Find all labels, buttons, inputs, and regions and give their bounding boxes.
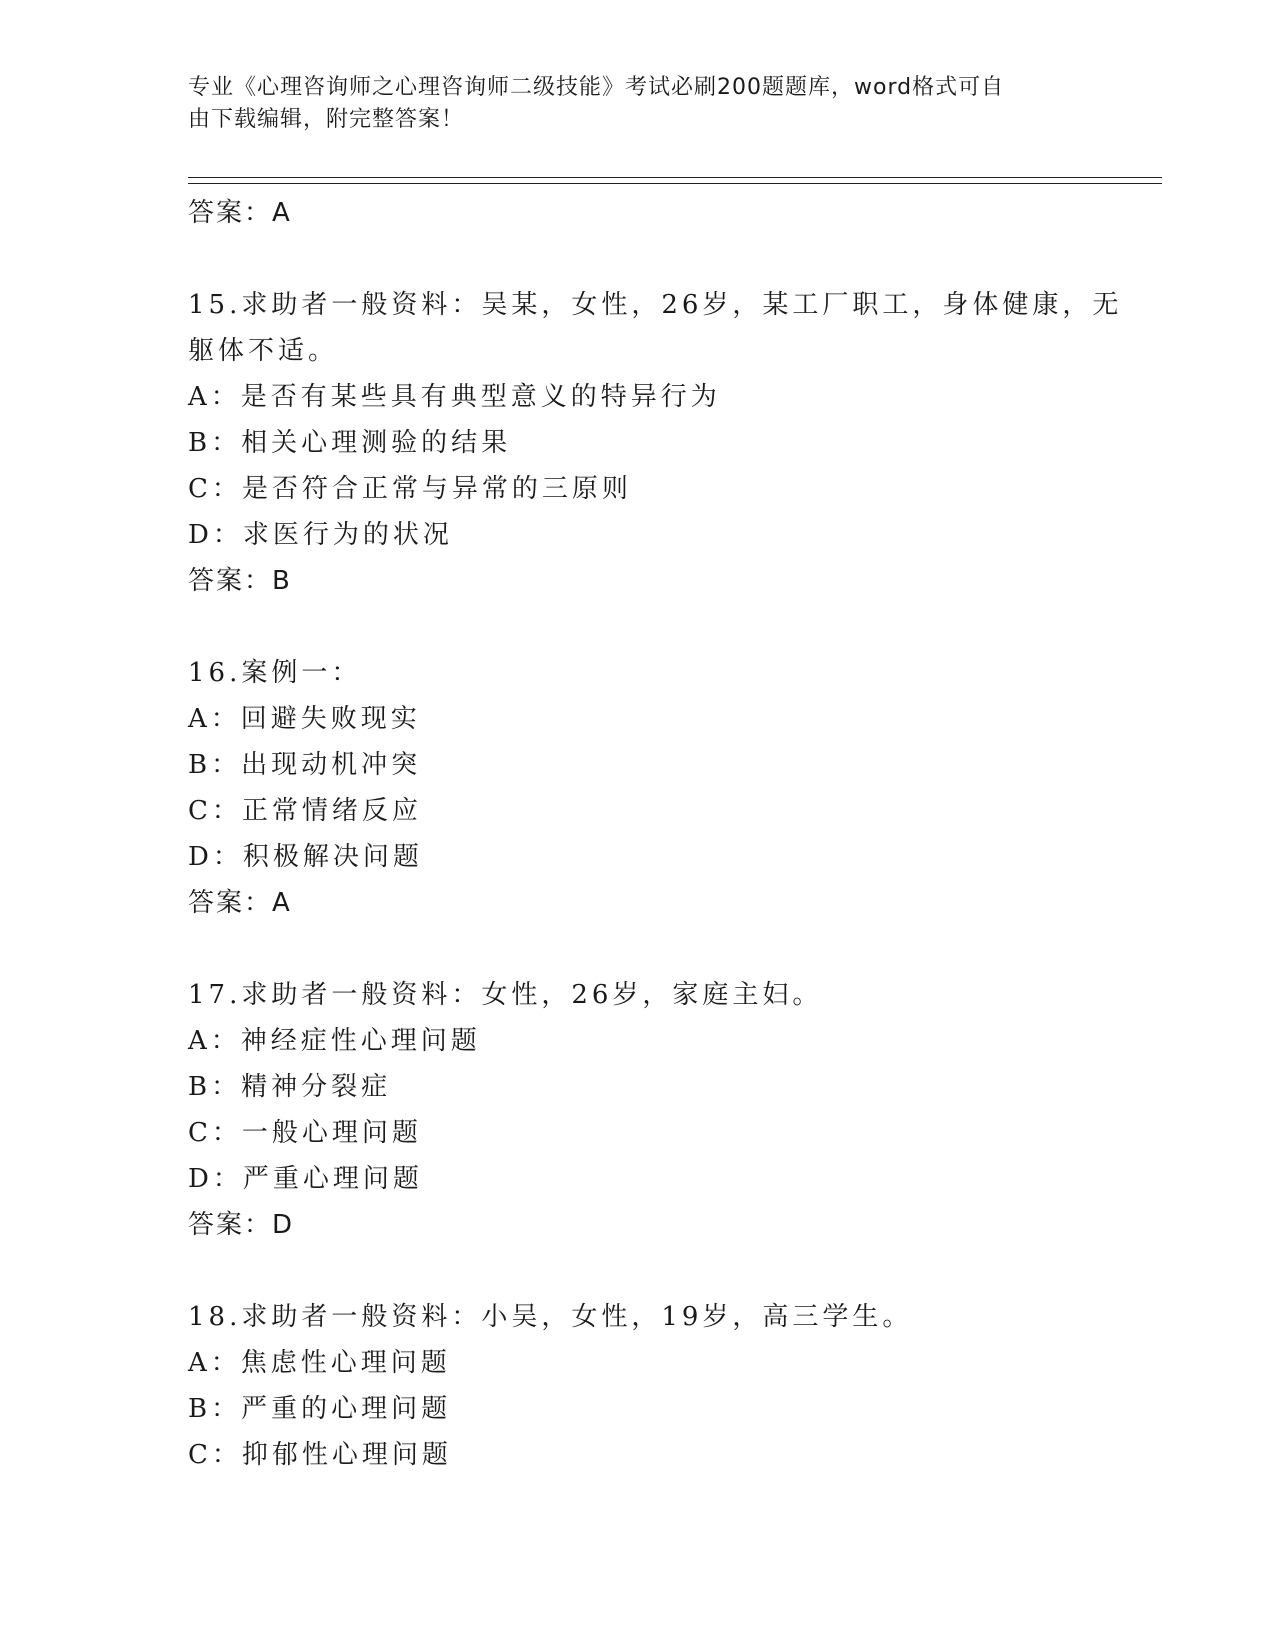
option-b: B：精神分裂症 bbox=[188, 1072, 392, 1102]
option-a: A：是否有某些具有典型意义的特异行为 bbox=[188, 382, 721, 412]
spacer bbox=[188, 236, 1088, 282]
answer-line: 答案：A bbox=[188, 198, 292, 228]
option-a: A：回避失败现实 bbox=[188, 704, 421, 734]
option-d: D：求医行为的状况 bbox=[188, 520, 453, 550]
option-c: C：一般心理问题 bbox=[188, 1118, 422, 1148]
question-stem: 15.求助者一般资料：吴某，女性，26岁，某工厂职工，身体健康，无 bbox=[188, 290, 1123, 320]
question-stem: 16.案例一： bbox=[188, 658, 362, 688]
option-b: B：相关心理测验的结果 bbox=[188, 428, 512, 458]
spacer bbox=[188, 604, 1088, 650]
question-17 bbox=[188, 972, 1088, 1248]
answer-line: 答案：D bbox=[188, 1210, 295, 1240]
option-b: B：严重的心理问题 bbox=[188, 1394, 452, 1424]
option-a: A：神经症性心理问题 bbox=[188, 1026, 481, 1056]
question-stem-continued: 躯体不适。 bbox=[188, 336, 339, 366]
question-stem: 18.求助者一般资料：小吴，女性，19岁，高三学生。 bbox=[188, 1302, 913, 1332]
option-d: D：积极解决问题 bbox=[188, 842, 423, 872]
answer-line: 答案：A bbox=[188, 888, 292, 918]
question-stem: 17.求助者一般资料：女性，26岁，家庭主妇。 bbox=[188, 980, 823, 1010]
answer-line: 答案：B bbox=[188, 566, 292, 596]
option-d: D：严重心理问题 bbox=[188, 1164, 423, 1194]
option-b: B：出现动机冲突 bbox=[188, 750, 422, 780]
header-divider-bottom bbox=[188, 183, 1162, 184]
header-line-2: 由下载编辑，附完整答案！ bbox=[188, 107, 465, 132]
option-c: C：正常情绪反应 bbox=[188, 796, 422, 826]
question-15 bbox=[188, 282, 1123, 604]
question-18 bbox=[188, 1294, 1088, 1478]
header-divider-top bbox=[188, 177, 1162, 178]
option-c: C：是否符合正常与异常的三原则 bbox=[188, 474, 632, 504]
document-header bbox=[188, 72, 1068, 136]
spacer bbox=[188, 926, 1088, 972]
question-16 bbox=[188, 650, 1088, 926]
option-a: A：焦虑性心理问题 bbox=[188, 1348, 451, 1378]
question-list bbox=[188, 190, 1123, 1478]
spacer bbox=[188, 1248, 1088, 1294]
header-line-1: 专业《心理咨询师之心理咨询师二级技能》考试必刷200题题库，word格式可自 bbox=[188, 75, 1005, 100]
option-c: C：抑郁性心理问题 bbox=[188, 1440, 452, 1470]
